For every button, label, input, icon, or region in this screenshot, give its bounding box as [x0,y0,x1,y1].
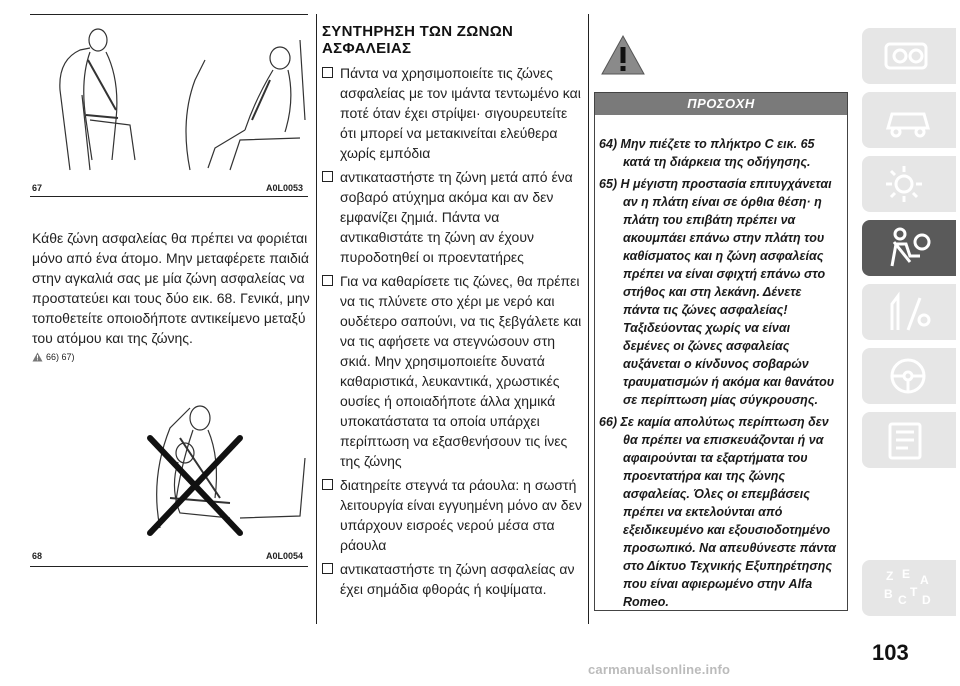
section-title [322,23,584,57]
tab-maintenance[interactable] [862,284,956,340]
figure-67-illustration [30,20,308,176]
tab-technical-data[interactable] [862,412,956,468]
list-item: Πάντα να χρησιμοποιείτε τις ζώνες ασφαλείας με τον ιμάντα τεντωμένο και ποτέ όταν έχει στρίψει· σιγουρευτείτε ότι μπορεί να μετακινείται ελεύθερα χωρίς εμπόδια [322,63,584,163]
maintenance-list [322,63,584,599]
tab-steering[interactable] [862,348,956,404]
warning-item: 64) Μην πιέζετε το πλήκτρο C εικ. 65 κατά τη διάρκεια της οδήγησης. [599,137,815,169]
list-item: αντικαταστήστε τη ζώνη μετά από ένα σοβαρό ατύχημα ακόμα και αν δεν εμφανίζει ζημιά. Πάντα να αντικαθιστάτε τη ζώνη αν έχουν πυροδοτηθεί οι προεντατήρες [322,167,584,267]
checkbox-bullet-icon [322,171,333,182]
index-letter: Z [886,569,894,583]
top-rule [30,14,308,15]
index-letter: A [920,573,929,587]
car-dashboard-icon [880,34,936,78]
index-letter: C [898,593,907,607]
figure-68-rule [30,566,308,567]
seatbelt-person-icon [880,226,936,270]
figure-68-code: A0L0054 [266,551,304,561]
index-letter: D [922,593,931,607]
left-column [0,0,310,686]
prohibited-cross-icon [150,438,240,533]
index-letter: T [910,585,918,599]
technical-data-icon [880,418,936,462]
warning-lights-icon [880,162,936,206]
figure-68-number: 68 [32,551,43,561]
warning-triangle-icon [32,352,43,362]
figure-68-illustration [30,398,308,538]
index-letter: B [884,587,893,601]
index-letter: E [902,567,911,581]
index-letters-icon [880,566,936,610]
maintenance-tools-icon [880,290,936,334]
checkbox-bullet-icon [322,479,333,490]
tab-safety[interactable] [862,220,956,276]
list-item: διατηρείτε στεγνά τα ράουλα: η σωστή λειτουργία είναι εγγυημένη μόνο αν δεν υπάρχουν εισροές νερού μέσα στα ράουλα [322,475,584,555]
checkbox-bullet-icon [322,563,333,574]
figure-67-code: A0L0053 [266,183,304,193]
section-title-line-1: ΣΥΝΤΗΡΗΣΗ ΤΩΝ ΖΩΝΩΝ [322,23,514,40]
right-column [594,0,856,686]
warning-triangle-icon [600,34,646,76]
checkbox-bullet-icon [322,275,333,286]
warning-box [594,92,848,611]
page-number: 103 [872,640,909,665]
warning-body [595,115,847,611]
tab-car-front[interactable] [862,92,956,148]
column-divider-left [316,14,317,624]
chapter-tabs-sidebar [862,0,960,686]
section-title-line-2: ΑΣΦΑΛΕΙΑΣ [322,40,412,57]
watermark: carmanualsonline.info [588,662,731,677]
warning-item: 66) Σε καμία απολύτως περίπτωση δεν θα πρέπει να επισκευάζονται ή να αφαιρούνται τα εξαρτήματα του προεντατήρα και της ζώνης ασφαλείας. Όλες οι επεμβάσεις πρέπει να εκτελούνται από εξειδικευμένο και εξουσιοδοτημένο προσωπικό. Να απευθύνεστε πάντα στο Δίκτυο Τεχνικής Εξυπηρέτησης που είναι αφιερωμένο στην Alfa Romeo. [599,415,837,609]
warning-item: 65) Η μέγιστη προστασία επιτυγχάνεται αν η πλάτη είναι σε όρθια θέση· η πλάτη του επιβάτη πρέπει να ακουμπάει επάνω στην πλάτη του καθίσματος και η ζώνη ασφαλείας πρέπει να είναι σφιχτή επάνω στο στήθος και στη λεκάνη. Δένετε πάντα τις ζώνες ασφαλείας! Ταξιδεύοντας χωρίς να είναι δεμένες οι ζώνες ασφαλείας αυξάνεται ο κίνδυνος σοβαρών τραυματισμών ή ακόμα και θανάτου σε περίπτωση μίας σύγκρουσης. [599,177,835,407]
checkbox-bullet-icon [322,67,333,78]
left-references-text: 66) 67) [46,352,75,362]
warning-heading: ΠΡΟΣΟΧΗ [595,93,847,115]
list-item: αντικαταστήστε τη ζώνη ασφαλείας αν έχει σημάδια φθοράς ή κοψίματα. [322,559,584,599]
tab-dashboard[interactable] [862,28,956,84]
figure-67-number: 67 [32,183,43,193]
tab-warning-lights[interactable] [862,156,956,212]
left-references [32,352,75,362]
figure-67-rule [30,196,308,197]
list-item: Για να καθαρίσετε τις ζώνες, θα πρέπει να τις πλύνετε στο χέρι με νερό και ουδέτερο σαπούνι, να τις ξεβγάλετε και να τις αφήσετε να στεγνώσουν στη σκιά. Μην χρησιμοποιείτε δυνατά καθαριστικά, λευκαντικά, χρωστικές ουσίες ή οποιαδήποτε άλλα χημικά υποκατάστατα τα οποία υπάρχει περίπτωση να εξασθενήσουν τις ίνες της ζώνης [322,271,584,471]
left-paragraph: Κάθε ζώνη ασφαλείας θα πρέπει να φοριέται μόνο από ένα άτομο. Μην μεταφέρετε παιδιά στην αγκαλιά σας με μία ζώνη ασφαλείας να προστατεύει και τους δύο εικ. 68. Γενικά, μην τοποθετείτε οποιοδήποτε αντικείμενο μεταξύ του ατόμου και της ζώνης. [32,230,310,346]
car-front-icon [880,98,936,142]
steering-wheel-icon [880,354,936,398]
tab-index[interactable] [862,560,956,616]
middle-column [322,0,584,686]
column-divider-right [588,14,589,624]
